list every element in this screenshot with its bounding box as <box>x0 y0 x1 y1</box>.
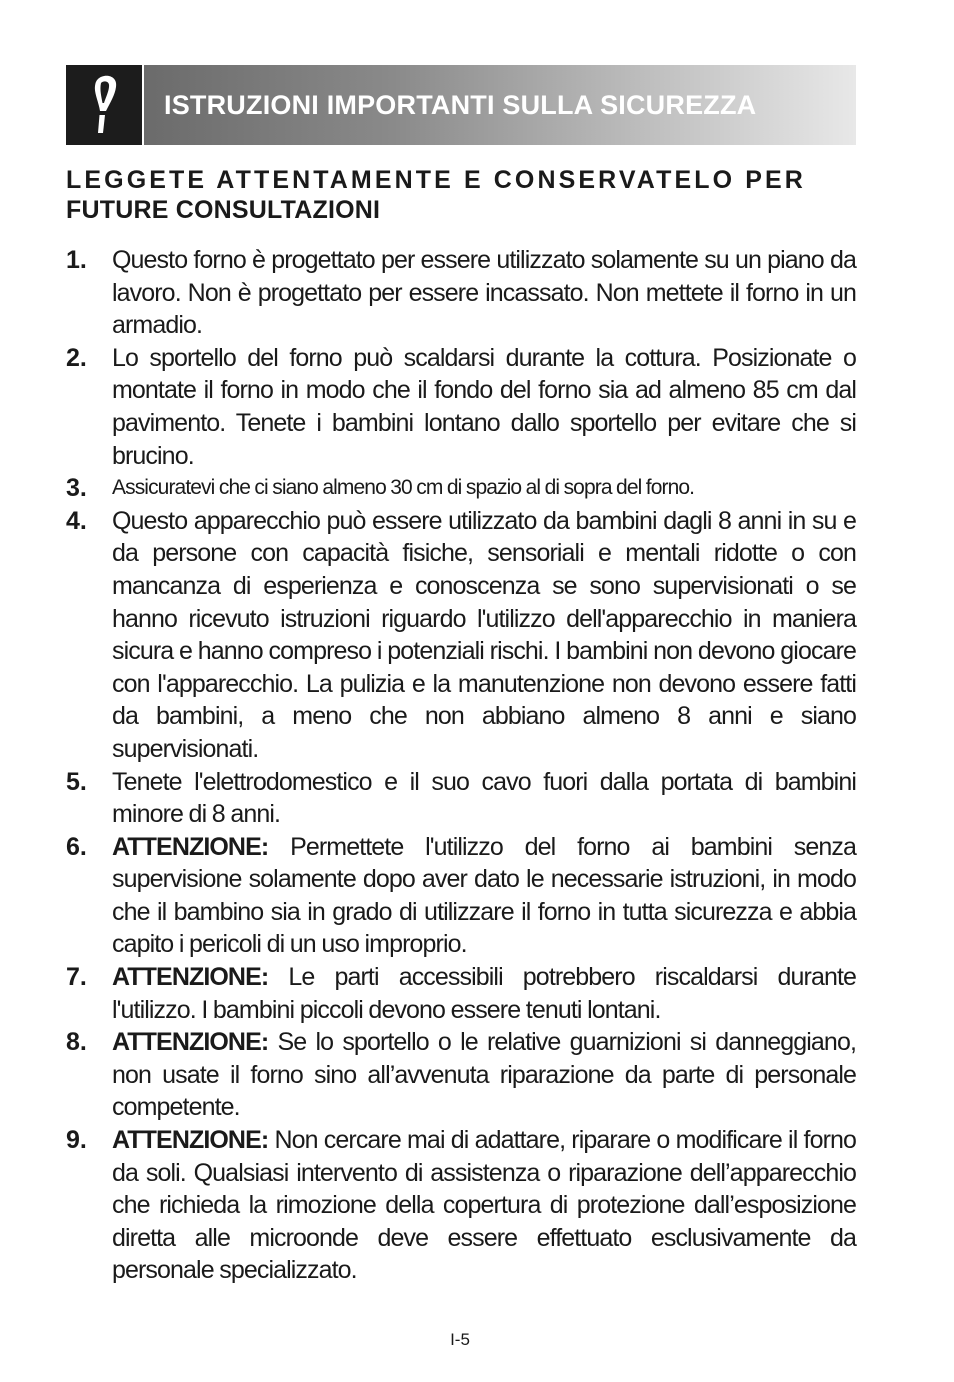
item-number: 9. <box>66 1126 87 1155</box>
warning-label: ATTENZIONE: <box>112 963 269 992</box>
list-item <box>66 766 856 831</box>
list-item <box>66 961 856 1026</box>
page-number: I-5 <box>450 1330 470 1349</box>
item-number: 7. <box>66 963 87 992</box>
item-number: 1. <box>66 246 87 274</box>
list-item <box>66 1026 856 1124</box>
item-number: 4. <box>66 506 87 535</box>
item-text: Tenete l'elettrodomestico e il suo cavo fuori dalla portata di bambini minore di 8 anni. <box>112 767 856 829</box>
item-text <box>112 961 856 1026</box>
item-number: 6. <box>66 832 87 861</box>
item-text <box>112 831 856 961</box>
header-icon-box <box>66 65 144 145</box>
item-number: 3. <box>66 474 87 503</box>
item-body: Non cercare mai di adattare, riparare o modificare il forno da soli. Qualsiasi intervento di assistenza o riparazione dell’apparecchio che richieda la rimozione della copertura di protezione dall’esposizione diretta alle microonde deve essere effettuato esclusivamente da personale specializzato. <box>112 1126 856 1285</box>
item-text: Questo apparecchio può essere utilizzato da bambini dagli 8 anni in su e da persone con capacità fisiche, sensoriali e mentali ridotte o con mancanza di esperienza e conoscenza se sono supervisionati o se hanno ricevuto istruzioni riguardo l'utilizzo dell'apparecchio in maniera sicura e hanno compreso i potenziali rischi. I bambini non devono giocare con l'apparecchio. La pulizia e la manutenzione non devono essere fatti da bambini, a meno che non abbiano almeno 8 anni e siano supervisionati. <box>112 506 856 763</box>
safety-instructions-list <box>66 244 856 1287</box>
item-body: Permettete l'utilizzo del forno ai bambini senza supervisione solamente dopo aver dato le necessarie istruzioni, in modo che il bambino sia in grado di utilizzare il forno in tutta sicurezza e abbia capito i pericoli di un uso improprio. <box>112 832 857 959</box>
item-number: 2. <box>66 343 87 372</box>
item-text <box>112 1026 856 1124</box>
page-title: ISTRUZIONI IMPORTANTI SULLA SICUREZZA <box>164 89 757 120</box>
item-text: Questo forno è progettato per essere utilizzato solamente su un piano da lavoro. Non è progettato per essere incassato. Non mettete il forno in un armadio. <box>112 246 856 340</box>
list-item <box>66 244 856 342</box>
item-body: Le parti accessibili potrebbero riscaldarsi durante l'utilizzo. I bambini piccoli devono essere tenuti lontani. <box>112 963 857 1024</box>
header-title-box <box>144 65 856 145</box>
section-header <box>66 65 856 145</box>
list-item <box>66 342 856 472</box>
subtitle-line-2: FUTURE CONSULTAZIONI <box>66 196 381 224</box>
warning-label: ATTENZIONE: <box>112 832 269 861</box>
list-item <box>66 1124 856 1287</box>
list-item <box>66 831 856 961</box>
item-number: 5. <box>66 767 87 796</box>
warning-label: ATTENZIONE: <box>112 1126 269 1155</box>
list-item <box>66 505 856 766</box>
section-subtitle <box>66 165 856 225</box>
item-body: Se lo sportello o le relative guarnizioni si danneggiano, non usate il forno sino all’avvenuta riparazione da parte di personale competente. <box>112 1028 856 1122</box>
item-text: Assicuratevi che ci siano almeno 30 cm di spazio al di sopra del forno. <box>112 476 695 500</box>
list-item <box>66 472 856 505</box>
item-text <box>112 1124 856 1287</box>
warning-label: ATTENZIONE: <box>112 1028 269 1057</box>
subtitle-line-1: LEGGETE ATTENTAMENTE E CONSERVATELO PER <box>66 166 806 194</box>
item-number: 8. <box>66 1028 87 1057</box>
exclamation-icon <box>84 73 124 137</box>
item-text: Lo sportello del forno può scaldarsi durante la cottura. Posizionate o montate il forno in modo che il fondo del forno sia ad almeno 85 cm dal pavimento. Tenete i bambini lontano dallo sportello per evitare che si brucino. <box>112 343 856 470</box>
